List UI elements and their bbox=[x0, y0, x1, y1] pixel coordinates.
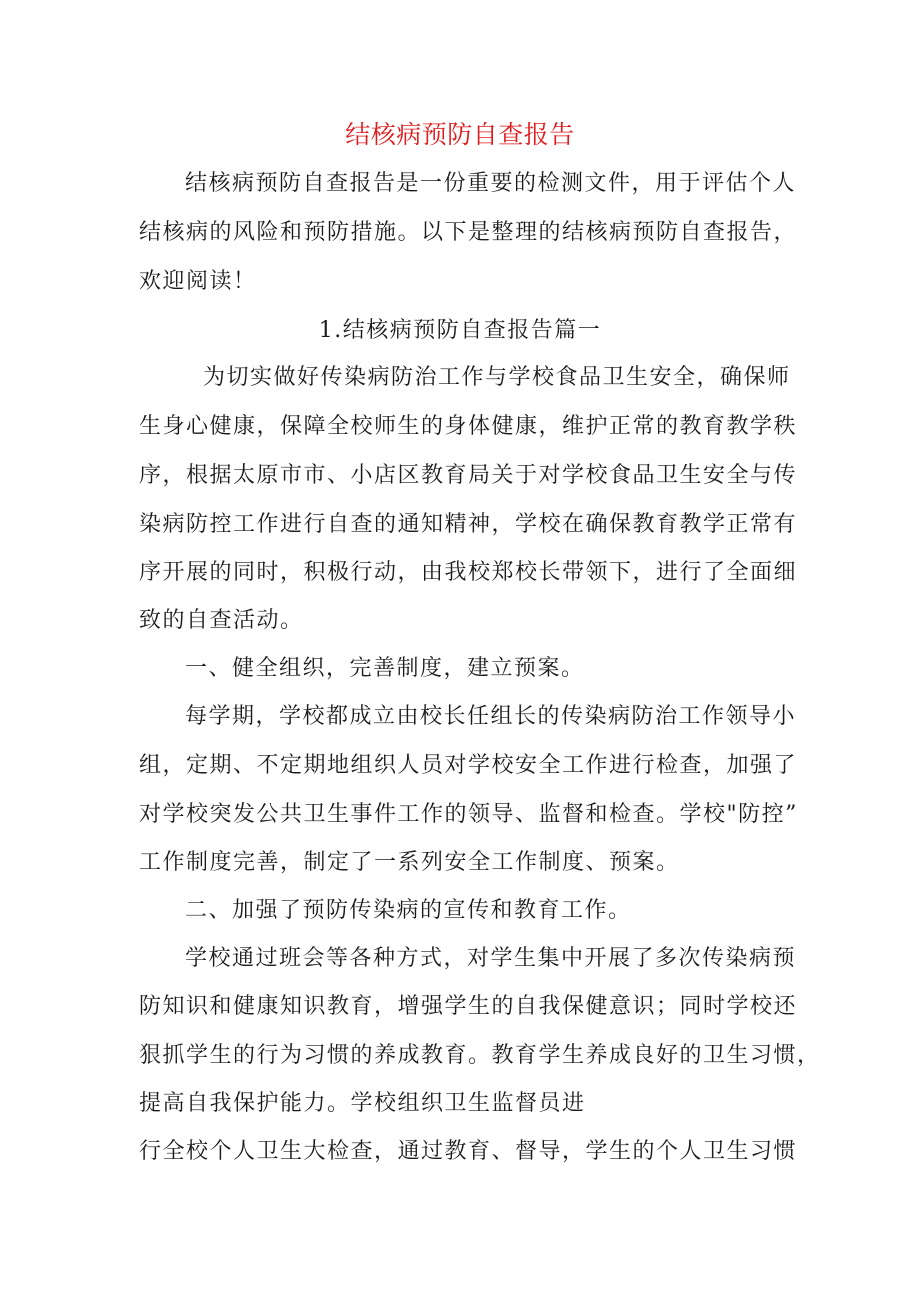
para1-line-5: 序开展的同时，积极行动，由我校郑校长带领下，进行了全面细 bbox=[139, 560, 798, 585]
para1-line-4: 染病防控工作进行自查的通知精神，学校在确保教育教学正常有 bbox=[139, 512, 798, 537]
para1-line-1: 为切实做好传染病防治工作与学校食品卫生安全，确保师 bbox=[203, 365, 791, 390]
heading-2: 二、加强了预防传染病的宣传和教育工作。 bbox=[185, 898, 632, 923]
heading-1: 一、健全组织，完善制度，建立预案。 bbox=[185, 656, 585, 681]
para3-line-3: 狠抓学生的行为习惯的养成教育。教育学生养成良好的卫生习惯， bbox=[139, 1043, 821, 1068]
para2-line-1: 每学期，学校都成立由校长任组长的传染病防治工作领导小 bbox=[185, 704, 797, 729]
para3-line-5: 行全校个人卫生大检查，通过教育、督导，学生的个人卫生习惯 bbox=[139, 1139, 798, 1164]
para3-line-1: 学校通过班会等各种方式，对学生集中开展了多次传染病预 bbox=[185, 946, 797, 971]
intro-line-3: 欢迎阅读！ bbox=[139, 269, 257, 294]
para1-line-3: 序，根据太原市市、小店区教育局关于对学校食品卫生安全与传 bbox=[139, 463, 798, 488]
intro-line-1: 结核病预防自查报告是一份重要的检测文件，用于评估个人 bbox=[185, 171, 797, 196]
para1-line-6: 致的自查活动。 bbox=[139, 608, 304, 633]
para2-line-3: 对学校突发公共卫生事件工作的领导、监督和检查。学校"防控” bbox=[139, 802, 798, 827]
para3-line-2: 防知识和健康知识教育，增强学生的自我保健意识；同时学校还 bbox=[139, 994, 798, 1019]
document-title: 结核病预防自查报告 bbox=[345, 120, 575, 149]
para2-line-4: 工作制度完善，制定了一系列安全工作制度、预案。 bbox=[139, 850, 680, 875]
para3-line-4: 提高自我保护能力。学校组织卫生监督员进 bbox=[139, 1091, 586, 1116]
intro-line-2: 结核病的风险和预防措施。以下是整理的结核病预防自查报告， bbox=[139, 220, 798, 245]
section-heading: 1.结核病预防自查报告篇一 bbox=[318, 318, 602, 343]
para1-line-2: 生身心健康，保障全校师生的身体健康，维护正常的教育教学秩 bbox=[139, 414, 798, 439]
para2-line-2: 组，定期、不定期地组织人员对学校安全工作进行检查，加强了 bbox=[139, 753, 798, 778]
